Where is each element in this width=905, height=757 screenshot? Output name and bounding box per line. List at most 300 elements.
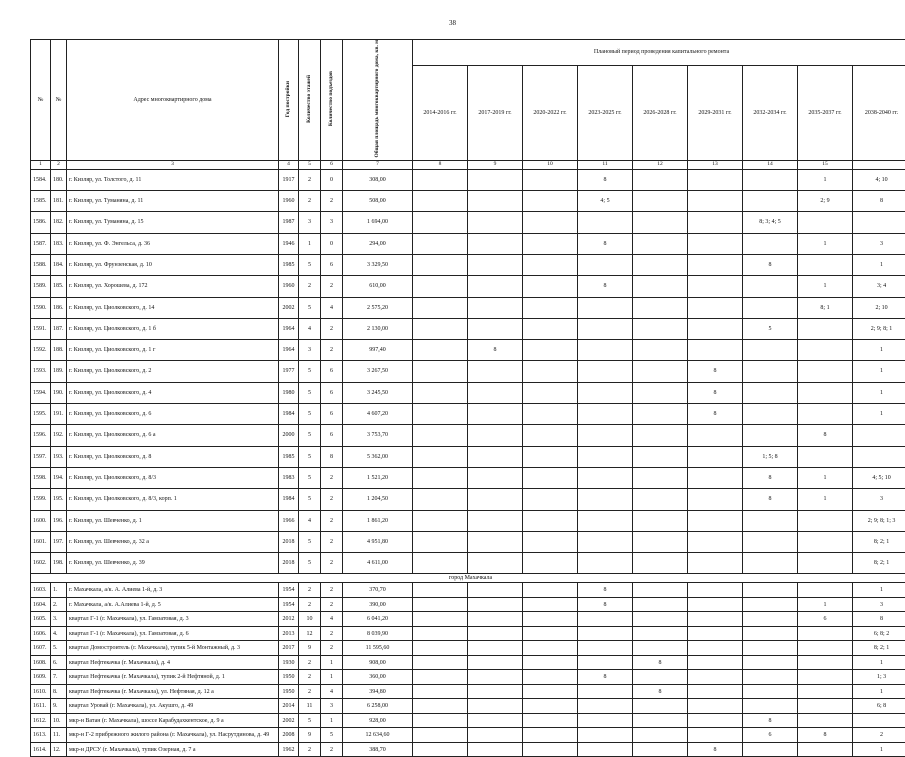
cell-period-4 [633,583,688,598]
cell-period-8: 3 [853,597,905,612]
cell-address: г. Кизляр, ул. Шевченко, д. 32 а [67,531,279,552]
cell-nn: 1586. [31,212,51,233]
cell-address: г. Кизляр, ул. Циолковского, д. 4 [67,382,279,403]
cell-period-4 [633,728,688,743]
cell-area: 997,40 [343,340,413,361]
table-row [31,670,905,685]
table-row [31,713,905,728]
cell-nn: 1591. [31,318,51,339]
cell-area: 8 039,90 [343,626,413,641]
table-row [31,404,905,425]
cell-nn: 1596. [31,425,51,446]
column-number: 5 [299,160,321,169]
cell-period-4 [633,531,688,552]
cell-period-4 [633,361,688,382]
cell-period-0 [413,641,468,656]
cell-period-8: 1 [853,382,905,403]
table-row [31,425,905,446]
cell-n: 1. [51,583,67,598]
table-row [31,340,905,361]
cell-year: 2018 [279,553,299,574]
cell-entr: 8 [321,446,343,467]
cell-period-3 [578,684,633,699]
header-period-3: 2023-2025 гг. [578,66,633,161]
cell-period-8: 1 [853,684,905,699]
cell-area: 3 245,50 [343,382,413,403]
cell-period-3 [578,655,633,670]
cell-floors: 2 [299,169,321,190]
cell-period-5 [688,553,743,574]
cell-period-2 [523,553,578,574]
cell-entr: 2 [321,318,343,339]
cell-period-8 [853,713,905,728]
table-row [31,742,905,757]
cell-period-8 [853,425,905,446]
cell-period-8: 1 [853,655,905,670]
cell-floors: 1 [299,233,321,254]
cell-n: 194. [51,467,67,488]
cell-year: 1950 [279,684,299,699]
cell-period-8: 4; 10 [853,169,905,190]
cell-period-1 [468,742,523,757]
cell-nn: 1607. [31,641,51,656]
header-period-7: 2035-2037 гг. [798,66,853,161]
cell-period-0 [413,612,468,627]
cell-period-8: 8; 2; 1 [853,553,905,574]
cell-period-2 [523,626,578,641]
cell-n: 192. [51,425,67,446]
cell-address: г. Кизляр, ул. Шевченко, д. 39 [67,553,279,574]
cell-area: 3 329,50 [343,254,413,275]
cell-floors: 12 [299,626,321,641]
cell-period-6 [743,684,798,699]
cell-nn: 1608. [31,655,51,670]
cell-period-1 [468,191,523,212]
cell-period-3 [578,553,633,574]
cell-period-2 [523,531,578,552]
cell-period-6 [743,655,798,670]
cell-floors: 2 [299,583,321,598]
cell-period-8: 3 [853,233,905,254]
cell-period-5 [688,713,743,728]
cell-period-6: 8; 3; 4; 5 [743,212,798,233]
cell-period-1 [468,728,523,743]
cell-year: 1964 [279,340,299,361]
cell-period-4 [633,382,688,403]
cell-nn: 1594. [31,382,51,403]
table-row [31,655,905,670]
cell-n: 4. [51,626,67,641]
table-row [31,361,905,382]
cell-period-8: 1; 3 [853,670,905,685]
cell-address: г. Кизляр, ул. Циолковского, д. 6 а [67,425,279,446]
cell-period-1 [468,670,523,685]
table-row [31,446,905,467]
cell-address: г. Кизляр, ул. Циолковского, д. 8/3 [67,467,279,488]
header-period-5: 2029-2031 гг. [688,66,743,161]
table-row [31,641,905,656]
cell-area: 6 258,00 [343,699,413,714]
cell-period-4: 8 [633,684,688,699]
cell-period-4 [633,233,688,254]
cell-period-7 [798,626,853,641]
cell-period-7 [798,254,853,275]
cell-nn: 1590. [31,297,51,318]
cell-period-2 [523,297,578,318]
cell-period-4 [633,597,688,612]
cell-period-6 [743,340,798,361]
cell-entr: 2 [321,626,343,641]
cell-nn: 1587. [31,233,51,254]
cell-address: г. Кизляр, ул. Циолковского, д. 1 б [67,318,279,339]
cell-period-5 [688,583,743,598]
cell-period-5 [688,728,743,743]
cell-n: 184. [51,254,67,275]
cell-period-6 [743,361,798,382]
cell-period-8: 3 [853,489,905,510]
cell-year: 1985 [279,254,299,275]
cell-period-3 [578,612,633,627]
cell-floors: 2 [299,276,321,297]
cell-period-0 [413,713,468,728]
cell-period-4 [633,489,688,510]
header-period-8: 2038-2040 гг. [853,66,905,161]
cell-floors: 5 [299,467,321,488]
cell-n: 195. [51,489,67,510]
cell-period-3 [578,425,633,446]
cell-floors: 10 [299,612,321,627]
cell-n: 9. [51,699,67,714]
cell-entr: 2 [321,742,343,757]
cell-period-5 [688,254,743,275]
cell-area: 2 575,20 [343,297,413,318]
cell-area: 390,00 [343,597,413,612]
column-number: 13 [688,160,743,169]
cell-address: мкр-н ДРСУ (г. Махачкала), тупик Озерная, д. 7 а [67,742,279,757]
cell-period-6: 8 [743,467,798,488]
cell-floors: 5 [299,713,321,728]
cell-period-1 [468,489,523,510]
cell-period-1 [468,553,523,574]
cell-period-8: 2 [853,728,905,743]
cell-floors: 5 [299,254,321,275]
cell-year: 1984 [279,404,299,425]
cell-entr: 2 [321,510,343,531]
cell-period-6 [743,233,798,254]
cell-period-8: 8; 2; 1 [853,641,905,656]
cell-period-0 [413,404,468,425]
cell-period-5: 8 [688,382,743,403]
cell-period-2 [523,318,578,339]
cell-year: 2012 [279,612,299,627]
cell-address: г. Кизляр, ул. Хорошева, д. 172 [67,276,279,297]
cell-year: 1930 [279,655,299,670]
cell-address: г. Кизляр, ул. Циолковского, д. 14 [67,297,279,318]
cell-period-2 [523,340,578,361]
cell-period-8 [853,446,905,467]
cell-year: 1960 [279,191,299,212]
cell-period-1 [468,510,523,531]
cell-period-8: 8; 2; 1 [853,531,905,552]
table-row [31,212,905,233]
cell-period-0 [413,531,468,552]
cell-period-0 [413,425,468,446]
cell-period-2 [523,597,578,612]
table-row [31,233,905,254]
cell-entr: 6 [321,404,343,425]
cell-address: г. Кизляр, ул. Ф. Энгельса, д. 36 [67,233,279,254]
cell-address: г. Махачкала, а/к. А.Алиева 1-й, д. 5 [67,597,279,612]
cell-period-1 [468,446,523,467]
header-period-6: 2032-2034 гг. [743,66,798,161]
cell-period-2 [523,510,578,531]
cell-period-5 [688,169,743,190]
cell-period-7: 8 [798,425,853,446]
table-row [31,382,905,403]
section-row [31,574,905,583]
cell-period-3 [578,728,633,743]
cell-period-8: 2; 10 [853,297,905,318]
cell-period-5 [688,191,743,212]
cell-period-3 [578,446,633,467]
cell-period-4 [633,297,688,318]
cell-period-1 [468,254,523,275]
cell-area: 610,00 [343,276,413,297]
cell-period-2 [523,467,578,488]
cell-period-0 [413,742,468,757]
cell-period-5: 8 [688,742,743,757]
cell-area: 6 041,20 [343,612,413,627]
cell-period-2 [523,361,578,382]
cell-period-5 [688,318,743,339]
cell-period-4 [633,670,688,685]
cell-area: 360,00 [343,670,413,685]
cell-period-6 [743,553,798,574]
cell-period-3 [578,699,633,714]
cell-address: квартал Г-1 (г. Махачкала), ул. Гамзатовая, д. 6 [67,626,279,641]
cell-period-5 [688,467,743,488]
cell-period-1 [468,597,523,612]
cell-period-3 [578,361,633,382]
cell-entr: 5 [321,728,343,743]
cell-period-3: 8 [578,233,633,254]
cell-period-6 [743,583,798,598]
cell-period-0 [413,233,468,254]
cell-entr: 2 [321,531,343,552]
cell-floors: 5 [299,531,321,552]
column-number: 10 [523,160,578,169]
cell-year: 1980 [279,382,299,403]
cell-period-5 [688,510,743,531]
cell-n: 180. [51,169,67,190]
cell-period-7 [798,583,853,598]
table-row [31,191,905,212]
cell-period-6 [743,670,798,685]
cell-period-1: 8 [468,340,523,361]
cell-period-2 [523,191,578,212]
cell-nn: 1585. [31,191,51,212]
cell-period-6 [743,597,798,612]
cell-nn: 1599. [31,489,51,510]
cell-year: 1962 [279,742,299,757]
cell-period-7 [798,531,853,552]
cell-period-7: 1 [798,597,853,612]
cell-period-2 [523,169,578,190]
cell-n: 183. [51,233,67,254]
cell-floors: 9 [299,641,321,656]
cell-period-2 [523,276,578,297]
cell-period-2 [523,641,578,656]
cell-n: 10. [51,713,67,728]
cell-year: 1950 [279,670,299,685]
cell-floors: 5 [299,489,321,510]
cell-period-0 [413,318,468,339]
cell-area: 1 861,20 [343,510,413,531]
table-row [31,597,905,612]
cell-period-8: 8 [853,612,905,627]
cell-period-4 [633,553,688,574]
cell-period-4 [633,510,688,531]
cell-address: г. Кизляр, ул. Циолковского, д. 1 г [67,340,279,361]
cell-period-0 [413,212,468,233]
cell-period-1 [468,583,523,598]
cell-period-8: 6; 8 [853,699,905,714]
cell-period-7: 1 [798,276,853,297]
cell-period-5 [688,212,743,233]
cell-period-2 [523,489,578,510]
cell-year: 1917 [279,169,299,190]
table-row [31,531,905,552]
cell-year: 1984 [279,489,299,510]
cell-floors: 3 [299,212,321,233]
cell-period-7: 8 [798,728,853,743]
cell-period-4 [633,276,688,297]
cell-floors: 2 [299,655,321,670]
column-number: 14 [743,160,798,169]
cell-year: 2018 [279,531,299,552]
cell-address: г. Кизляр, ул. Циолковского, д. 2 [67,361,279,382]
cell-period-1 [468,212,523,233]
cell-period-3 [578,467,633,488]
cell-period-3: 8 [578,583,633,598]
cell-period-3 [578,742,633,757]
cell-period-8: 2; 9; 8; 1 [853,318,905,339]
cell-period-0 [413,361,468,382]
cell-period-0 [413,597,468,612]
cell-n: 197. [51,531,67,552]
cell-n: 182. [51,212,67,233]
cell-floors: 5 [299,404,321,425]
cell-year: 1946 [279,233,299,254]
table-row [31,728,905,743]
column-number: 11 [578,160,633,169]
cell-year: 2017 [279,641,299,656]
cell-area: 908,00 [343,655,413,670]
cell-entr: 0 [321,169,343,190]
cell-period-6 [743,641,798,656]
cell-n: 191. [51,404,67,425]
cell-period-1 [468,684,523,699]
cell-period-2 [523,742,578,757]
header-period-0: 2014-2016 гг. [413,66,468,161]
cell-address: г. Кизляр, ул. Циолковского, д. 6 [67,404,279,425]
cell-period-4 [633,191,688,212]
cell-period-4 [633,742,688,757]
cell-period-3 [578,212,633,233]
cell-entr: 4 [321,297,343,318]
cell-period-7 [798,713,853,728]
cell-address: квартал Домостроитель (г. Махачкала), тупик 5-й Монтажный, д. 3 [67,641,279,656]
cell-nn: 1584. [31,169,51,190]
table-row [31,553,905,574]
cell-year: 2013 [279,626,299,641]
cell-year: 1954 [279,597,299,612]
cell-nn: 1612. [31,713,51,728]
cell-period-5 [688,297,743,318]
cell-year: 2002 [279,297,299,318]
cell-period-7 [798,340,853,361]
cell-period-5 [688,699,743,714]
header-area: Общая площадь многоквартирного дома, кв. м [343,40,413,161]
cell-period-6 [743,404,798,425]
cell-period-7: 1 [798,233,853,254]
cell-period-7 [798,553,853,574]
cell-period-2 [523,655,578,670]
cell-area: 308,00 [343,169,413,190]
cell-period-4 [633,254,688,275]
cell-period-7: 1 [798,467,853,488]
cell-n: 188. [51,340,67,361]
cell-period-0 [413,510,468,531]
cell-n: 8. [51,684,67,699]
cell-period-0 [413,276,468,297]
cell-period-2 [523,713,578,728]
cell-address: квартал Нефтекачка (г. Махачкала), ул. Нефтяная, д. 12 а [67,684,279,699]
cell-period-5: 8 [688,404,743,425]
cell-area: 508,00 [343,191,413,212]
cell-address: мкр-н Ватан (г. Махачкала), шоссе Карабудахкентское, д. 9 а [67,713,279,728]
cell-area: 394,80 [343,684,413,699]
cell-period-2 [523,425,578,446]
cell-period-2 [523,583,578,598]
cell-area: 3 267,50 [343,361,413,382]
cell-entr: 2 [321,467,343,488]
capital-repair-table [30,39,905,757]
header-year: Год постройки [279,40,299,161]
cell-year: 2014 [279,699,299,714]
cell-period-0 [413,728,468,743]
cell-floors: 3 [299,340,321,361]
column-number: 15 [798,160,853,169]
table-row [31,169,905,190]
cell-floors: 5 [299,553,321,574]
cell-period-3: 8 [578,670,633,685]
header-nn: № [31,40,51,161]
table-row [31,254,905,275]
cell-floors: 11 [299,699,321,714]
cell-period-0 [413,655,468,670]
cell-area: 370,70 [343,583,413,598]
cell-period-5 [688,597,743,612]
cell-nn: 1597. [31,446,51,467]
cell-year: 1964 [279,318,299,339]
cell-period-2 [523,404,578,425]
cell-period-3 [578,297,633,318]
cell-n: 2. [51,597,67,612]
cell-area: 1 694,00 [343,212,413,233]
column-number: 3 [67,160,279,169]
cell-period-0 [413,684,468,699]
